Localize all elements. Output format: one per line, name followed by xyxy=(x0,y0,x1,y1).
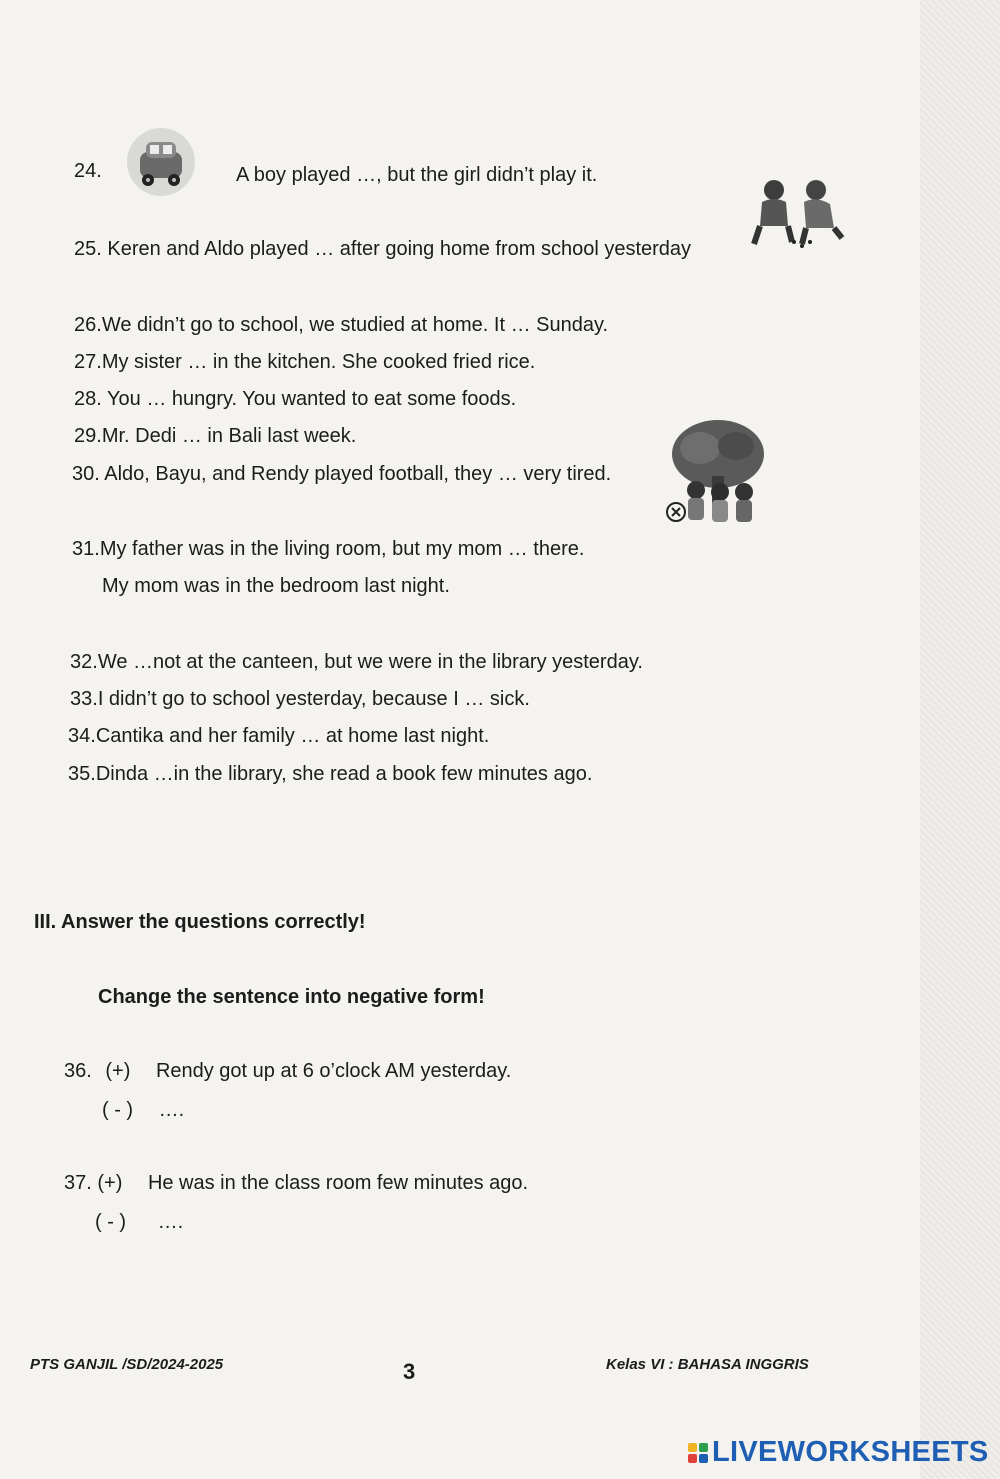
negative-sign: ( - ) xyxy=(102,1099,134,1121)
question-37-answer xyxy=(95,1211,183,1234)
positive-sentence: He was in the class room few minutes ago. xyxy=(147,1172,529,1194)
section-3-instruction: Change the sentence into negative form! xyxy=(98,986,485,1008)
question-number: 32. xyxy=(70,651,98,673)
question-31 xyxy=(72,538,584,561)
question-number: 35. xyxy=(68,763,96,785)
question-number: 25. xyxy=(74,238,102,260)
question-text: Keren and Aldo played … after going home from school yesterday xyxy=(107,238,692,260)
positive-sign: (+) xyxy=(97,1172,123,1194)
question-30 xyxy=(72,463,611,486)
footer-exam-code: PTS GANJIL /SD/2024-2025 xyxy=(30,1356,224,1373)
page-edge-texture xyxy=(920,0,1000,1479)
answer-blank[interactable]: …. xyxy=(157,1211,184,1233)
kids-under-tree-icon xyxy=(664,418,772,528)
question-32 xyxy=(70,651,643,674)
toy-car-icon xyxy=(126,126,196,198)
question-number: 31. xyxy=(72,538,100,560)
liveworksheets-logo[interactable] xyxy=(688,1436,989,1469)
question-36-answer xyxy=(102,1099,184,1122)
question-text: Cantika and her family … at home last night. xyxy=(95,725,490,747)
kids-playing-marbles-icon xyxy=(746,176,852,250)
question-text: Aldo, Bayu, and Rendy played football, they … very tired. xyxy=(104,463,612,485)
question-text: My father was in the living room, but my mom … there. xyxy=(99,538,585,560)
question-text: Dinda …in the library, she read a book few minutes ago. xyxy=(95,763,593,785)
question-text: My sister … in the kitchen. She cooked fried rice. xyxy=(101,351,536,373)
question-35 xyxy=(68,763,592,786)
answer-blank[interactable]: …. xyxy=(158,1099,185,1121)
question-36 xyxy=(64,1060,511,1083)
positive-sign: (+) xyxy=(105,1060,131,1082)
question-text: You … hungry. You wanted to eat some foods. xyxy=(107,388,517,410)
question-number: 36. xyxy=(64,1060,92,1082)
question-24 xyxy=(74,160,102,183)
question-34 xyxy=(68,725,489,748)
question-number: 29. xyxy=(74,425,102,447)
question-number: 34. xyxy=(68,725,96,747)
question-number: 24. xyxy=(74,160,102,182)
negative-sign: ( - ) xyxy=(95,1211,127,1233)
brand-name: LIVEWORKSHEETS xyxy=(712,1436,989,1468)
question-24-text: A boy played …, but the girl didn’t play it. xyxy=(236,164,598,186)
question-number: 33. xyxy=(70,688,98,710)
logo-grid-icon xyxy=(688,1443,708,1463)
footer-subject: Kelas VI : BAHASA INGGRIS xyxy=(606,1356,809,1373)
question-number: 30. xyxy=(72,463,100,485)
question-number: 26. xyxy=(74,314,102,336)
question-text: We didn’t go to school, we studied at home. It … Sunday. xyxy=(101,314,609,336)
question-31-line-2: My mom was in the bedroom last night. xyxy=(102,575,450,597)
question-37 xyxy=(64,1172,528,1195)
question-29 xyxy=(74,425,356,448)
question-number: 37. xyxy=(64,1172,92,1194)
question-25 xyxy=(74,238,691,261)
question-number: 27. xyxy=(74,351,102,373)
page-number: 3 xyxy=(403,1359,416,1384)
question-33 xyxy=(70,688,530,711)
question-text: I didn’t go to school yesterday, because I … sick. xyxy=(97,688,530,710)
question-number: 28. xyxy=(74,388,102,410)
question-27 xyxy=(74,351,535,374)
section-3-heading: III. Answer the questions correctly! xyxy=(34,911,366,933)
positive-sentence: Rendy got up at 6 o’clock AM yesterday. xyxy=(155,1060,512,1082)
question-28 xyxy=(74,388,516,411)
question-26 xyxy=(74,314,608,337)
question-text: Mr. Dedi … in Bali last week. xyxy=(101,425,357,447)
question-text: We …not at the canteen, but we were in the library yesterday. xyxy=(97,651,643,673)
